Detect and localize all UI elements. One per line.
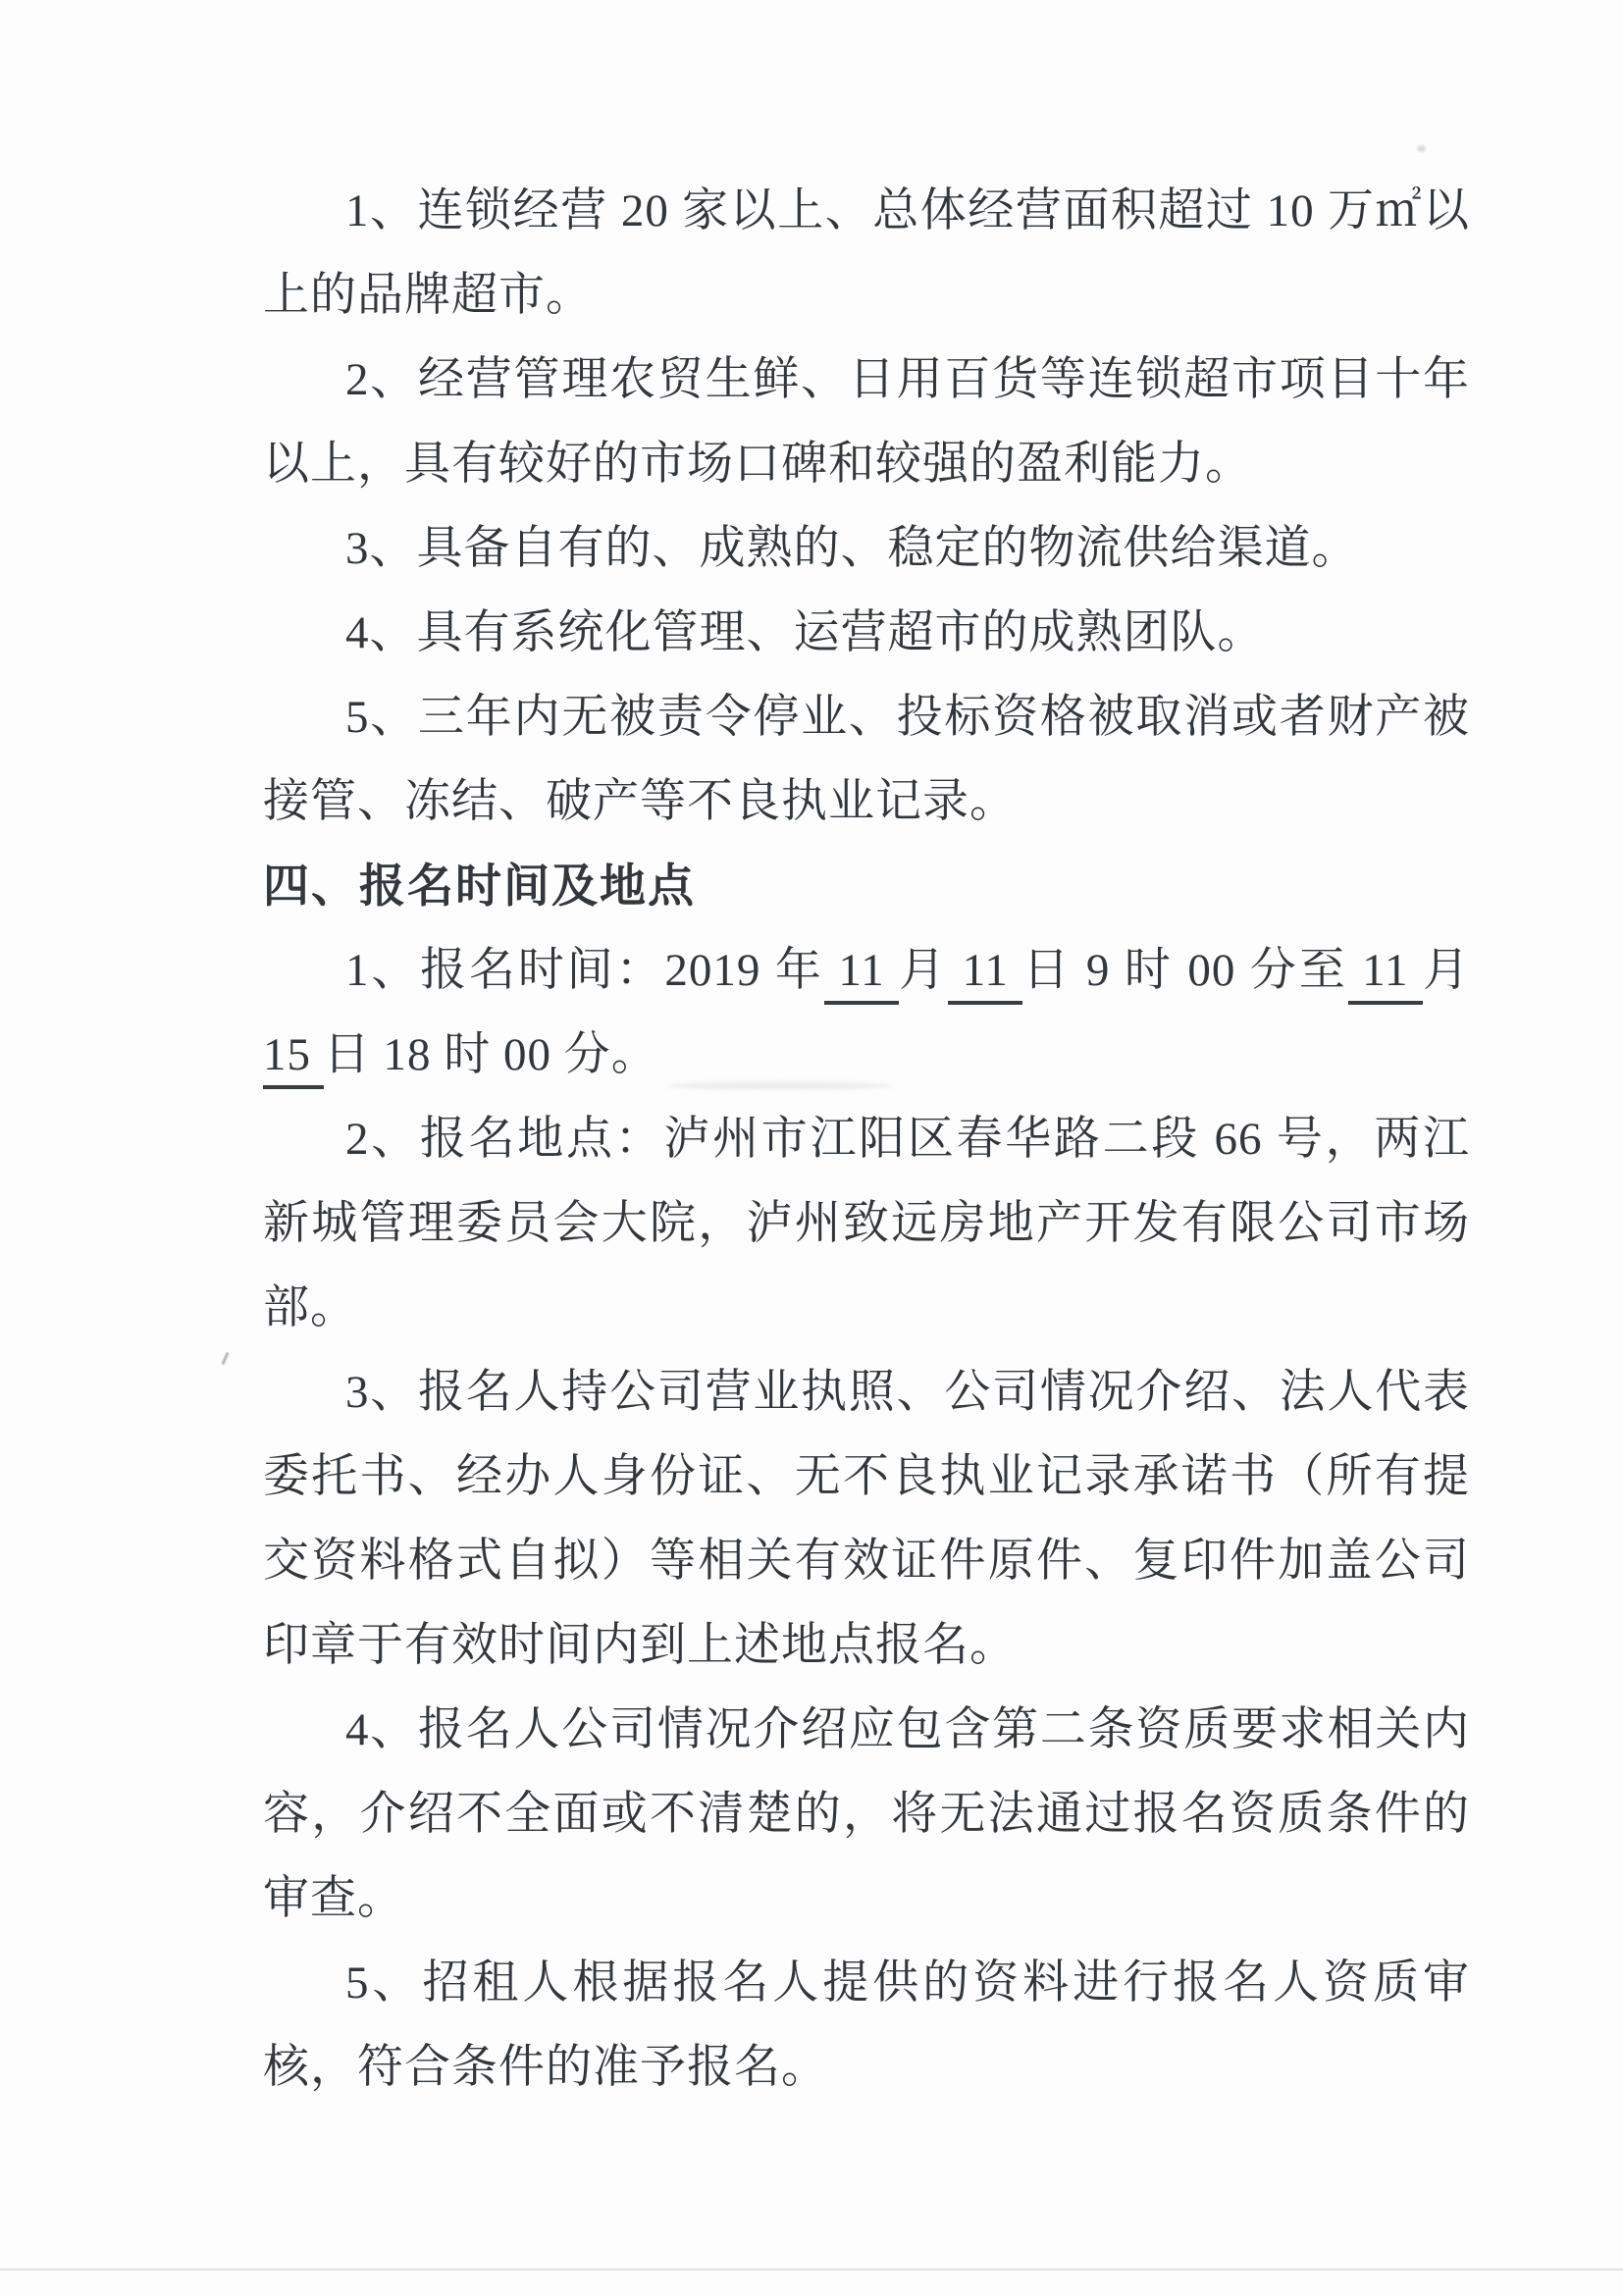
- text-segment: 月: [1423, 945, 1470, 996]
- text-segment: 3、具备自有的、成熟的、稳定的物流供给渠道。: [345, 523, 1359, 574]
- paragraph: [263, 591, 1470, 675]
- paragraph: [263, 1097, 1470, 1350]
- text-segment: 1、连锁经营 20 家以上、总体经营面积超过 10 万㎡以上的品牌超市。: [263, 185, 1470, 321]
- text-segment: 3、报名人持公司营业执照、公司情况介绍、法人代表委托书、经办人身份证、无不良执业记录承诺书（所有提交资料格式自拟）等相关有效证件原件、复印件加盖公司印章于有效时间内到上述地点报名。: [263, 1367, 1470, 1671]
- text-segment: 月: [899, 945, 948, 996]
- text-segment: 5、三年内无被责令停业、投标资格被取消或者财产被接管、冻结、破产等不良执业记录。: [263, 692, 1470, 827]
- text-segment: 5、招租人根据报名人提供的资料进行报名人资质审核，符合条件的准予报名。: [263, 1957, 1470, 2093]
- text-segment: 4、报名人公司情况介绍应包含第二条资质要求相关内容，介绍不全面或不清楚的，将无法通过报名资质条件的审查。: [263, 1704, 1470, 1924]
- underlined-value: 15: [263, 1029, 324, 1089]
- underlined-value: 11: [1348, 945, 1423, 1005]
- paragraph: [263, 1941, 1470, 2110]
- text-segment: 2、经营管理农贸生鲜、日用百货等连锁超市项目十年以上，具有较好的市场口碑和较强的盈利能力。: [263, 354, 1470, 490]
- paragraph: [263, 1350, 1470, 1688]
- paragraph: [263, 928, 1470, 1097]
- text-segment: 日 9 时 00 分至: [1022, 945, 1348, 996]
- paragraph: [263, 338, 1470, 506]
- underlined-value: 11: [824, 945, 899, 1005]
- underlined-value: 11: [948, 945, 1022, 1005]
- text-segment: 日 18 时 00 分。: [323, 1029, 658, 1080]
- paragraph: [263, 169, 1470, 338]
- scan-artifact: [221, 1352, 229, 1365]
- paragraph: [263, 1688, 1470, 1941]
- scan-artifact: [0, 2269, 1623, 2270]
- paragraph: [263, 675, 1470, 844]
- text-segment: 1、报名时间：2019 年: [345, 945, 824, 996]
- paragraph: [263, 506, 1470, 591]
- scan-artifact: [1417, 145, 1426, 152]
- text-segment: 2、报名地点：泸州市江阳区春华路二段 66 号，两江新城管理委员会大院，泸州致远房地产开发有限公司市场部。: [263, 1114, 1470, 1333]
- text-segment: 四、报名时间及地点: [263, 860, 696, 912]
- document-content: [263, 169, 1470, 2110]
- text-segment: 4、具有系统化管理、运营超市的成熟团队。: [345, 607, 1265, 658]
- section-heading: [263, 844, 1470, 928]
